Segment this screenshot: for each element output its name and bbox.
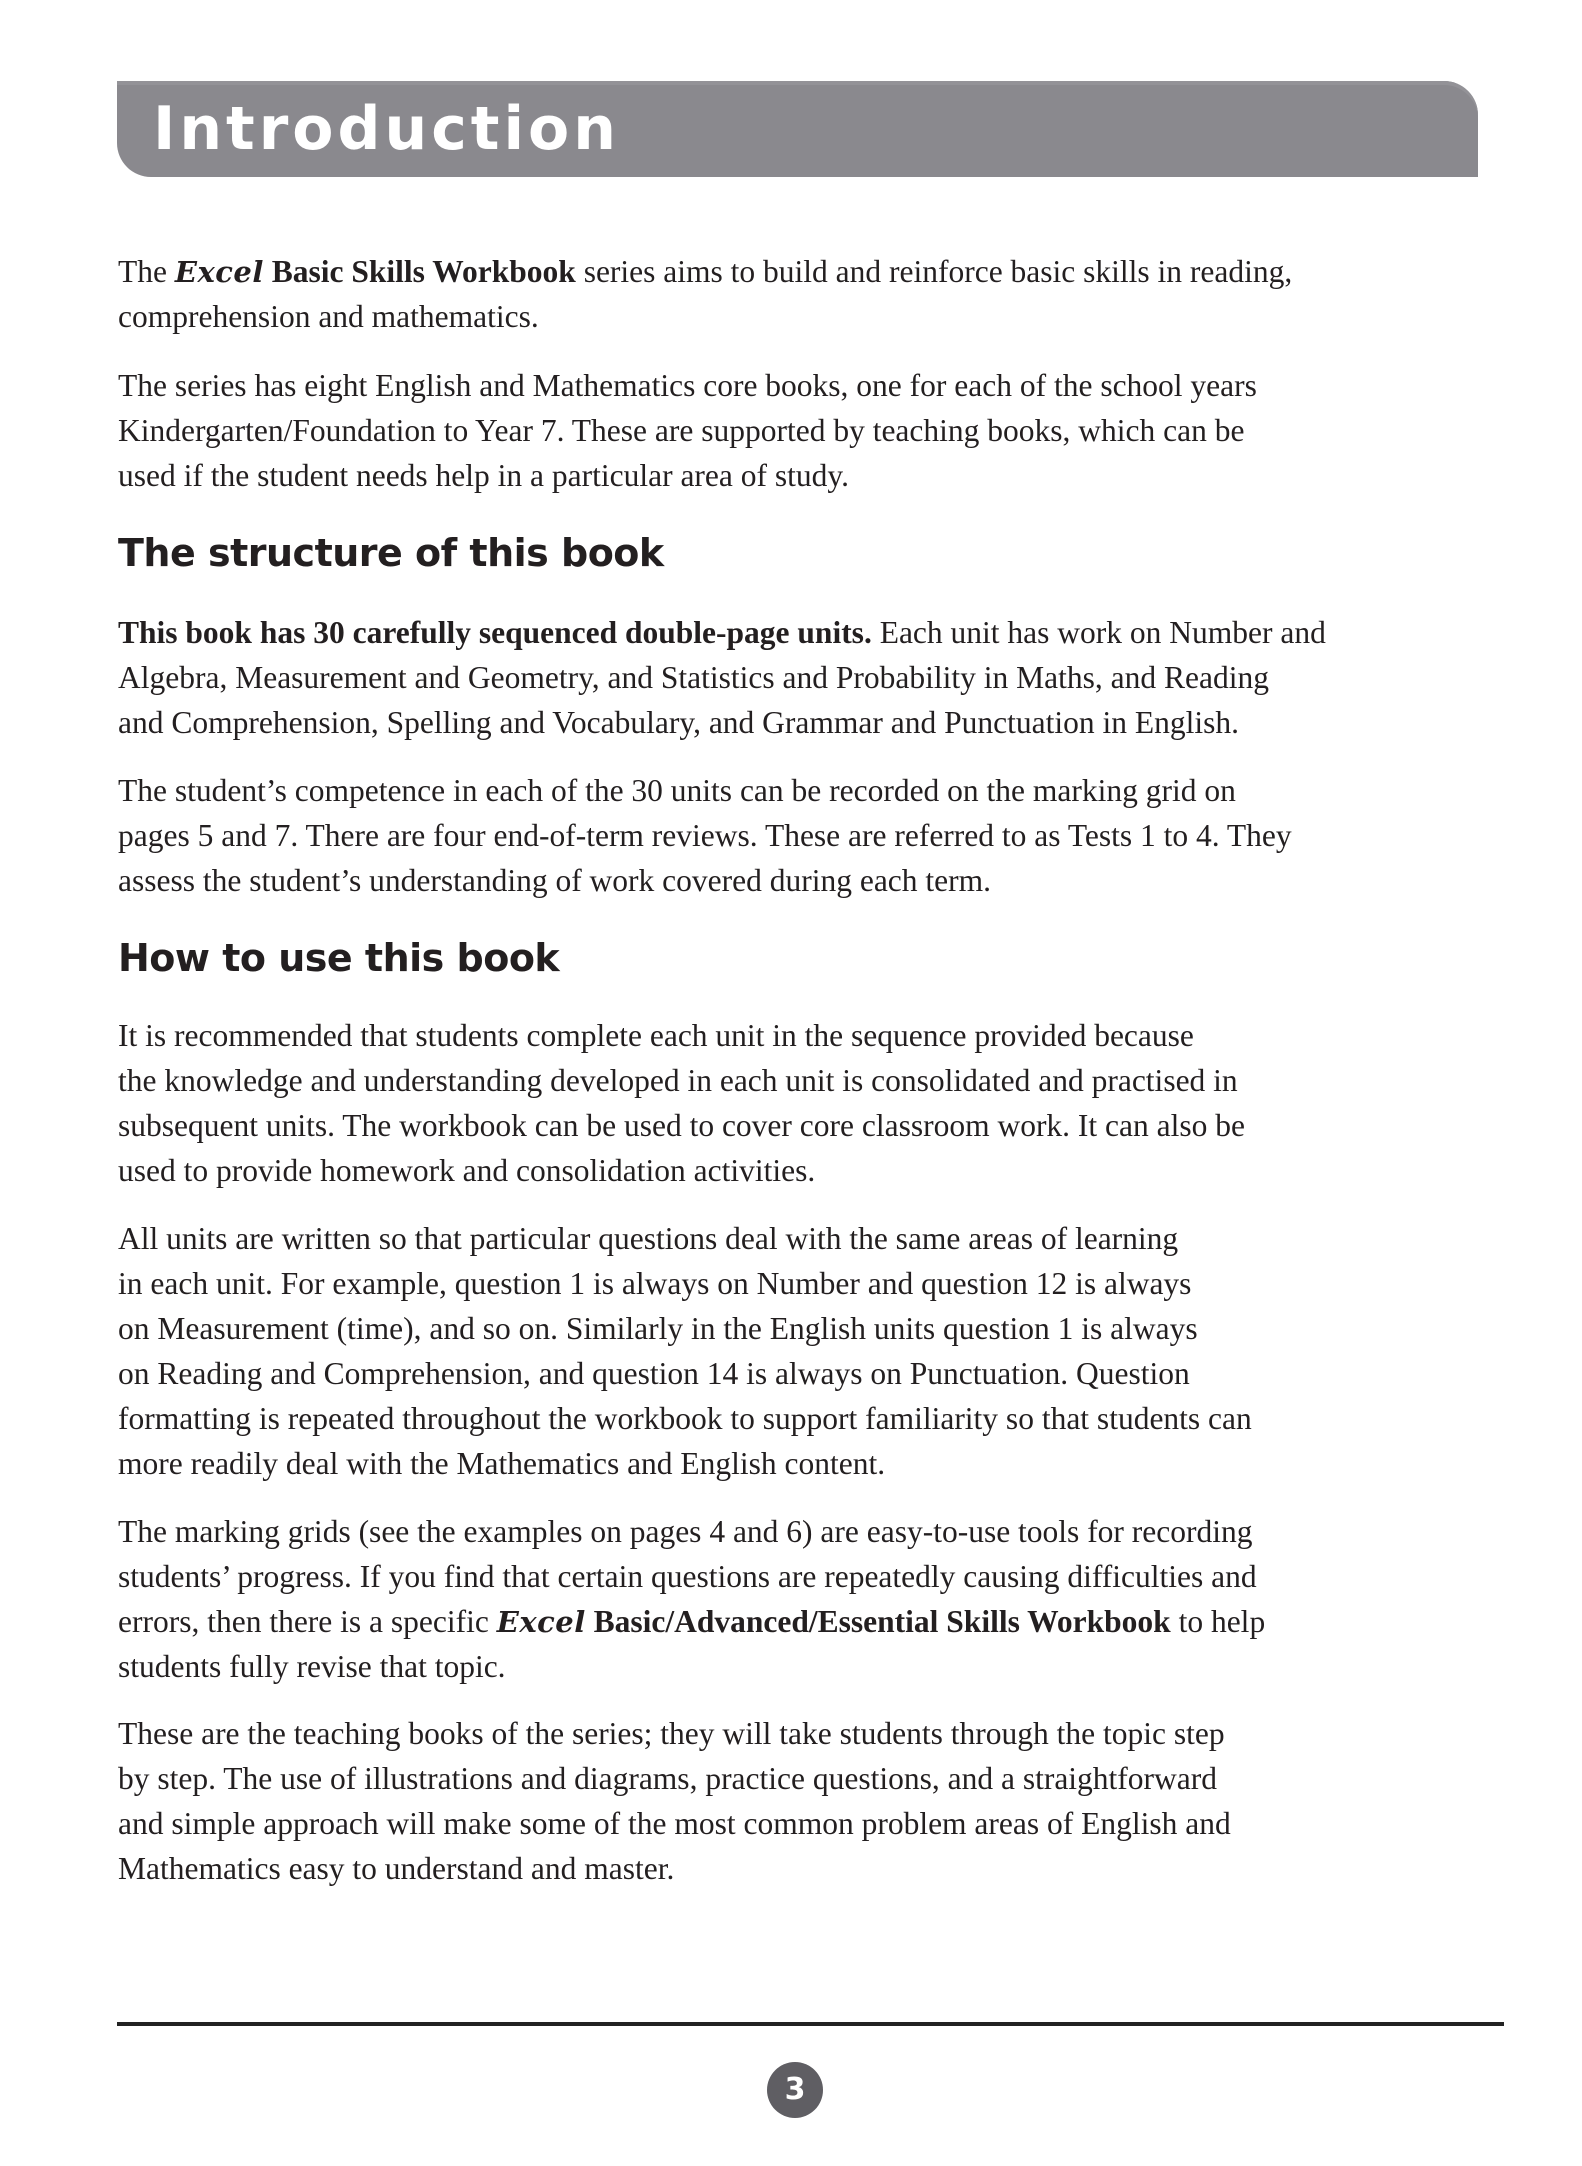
series-name: Basic/Advanced/Essential Skills Workbook [585,1604,1171,1639]
bold-lead: This book has 30 carefully sequenced double-page units. [118,615,872,650]
how-paragraph-3-line-3 [118,1604,1265,1640]
how-paragraph-2-line-5: formatting is repeated throughout the workbook to support familiarity so that students can [118,1401,1252,1436]
footer-divider [117,2022,1504,2026]
structure-paragraph-1-line-1 [118,615,1326,651]
how-paragraph-4-line-3: and simple approach will make some of the most common problem areas of English and [118,1806,1231,1841]
how-paragraph-2-line-1: All units are written so that particular questions deal with the same areas of learning [118,1221,1179,1256]
text-span: series aims to build and reinforce basic skills in reading, [575,254,1293,289]
text-span: Each unit has work on Number and [871,615,1326,650]
text-span: The [118,254,175,289]
heading-structure: The structure of this book [118,531,664,575]
structure-paragraph-1-line-2: Algebra, Measurement and Geometry, and Statistics and Probability in Maths, and Reading [118,660,1269,695]
heading-how-to-use: How to use this book [118,936,560,980]
page-title: Introduction [153,94,620,164]
how-paragraph-3-line-4: students fully revise that topic. [118,1649,506,1684]
structure-paragraph-2-line-1: The student’s competence in each of the 30 units can be recorded on the marking grid on [118,773,1236,808]
how-paragraph-4-line-1: These are the teaching books of the series; they will take students through the topic step [118,1716,1225,1751]
structure-paragraph-2-line-3: assess the student’s understanding of work covered during each term. [118,863,992,898]
how-paragraph-1-line-3: subsequent units. The workbook can be used to cover core classroom work. It can also be [118,1108,1245,1143]
how-paragraph-2-line-2: in each unit. For example, question 1 is always on Number and question 12 is always [118,1266,1192,1301]
page-number-badge: 3 [767,2062,823,2118]
structure-paragraph-1-line-3: and Comprehension, Spelling and Vocabulary, and Grammar and Punctuation in English. [118,705,1239,740]
text-span: errors, then there is a specific [118,1604,497,1639]
how-paragraph-3-line-1: The marking grids (see the examples on pages 4 and 6) are easy-to-use tools for recording [118,1514,1253,1549]
how-paragraph-1-line-1: It is recommended that students complete each unit in the sequence provided because [118,1018,1194,1053]
intro-paragraph-2-line-1: The series has eight English and Mathematics core books, one for each of the school years [118,368,1257,403]
how-paragraph-1-line-4: used to provide homework and consolidation activities. [118,1153,816,1188]
series-name: Basic Skills Workbook [263,254,576,289]
intro-paragraph-1-line-2: comprehension and mathematics. [118,299,539,334]
intro-paragraph-2-line-2: Kindergarten/Foundation to Year 7. These are supported by teaching books, which can be [118,413,1245,448]
how-paragraph-4-line-4: Mathematics easy to understand and master. [118,1851,675,1886]
how-paragraph-2-line-3: on Measurement (time), and so on. Similarly in the English units question 1 is always [118,1311,1198,1346]
brand-excel: Excel [496,1605,586,1639]
how-paragraph-2-line-4: on Reading and Comprehension, and question 14 is always on Punctuation. Question [118,1356,1190,1391]
how-paragraph-3-line-2: students’ progress. If you find that certain questions are repeatedly causing difficulties and [118,1559,1257,1594]
header-bar [117,81,1478,177]
intro-paragraph-2-line-3: used if the student needs help in a particular area of study. [118,458,849,493]
brand-excel: Excel [174,255,264,289]
how-paragraph-2-line-6: more readily deal with the Mathematics and English content. [118,1446,886,1481]
text-span: to help [1170,1604,1266,1639]
how-paragraph-1-line-2: the knowledge and understanding developed in each unit is consolidated and practised in [118,1063,1238,1098]
structure-paragraph-2-line-2: pages 5 and 7. There are four end-of-term reviews. These are referred to as Tests 1 to 4. They [118,818,1292,853]
intro-paragraph-1-line-1 [118,254,1292,290]
how-paragraph-4-line-2: by step. The use of illustrations and diagrams, practice questions, and a straightforward [118,1761,1218,1796]
